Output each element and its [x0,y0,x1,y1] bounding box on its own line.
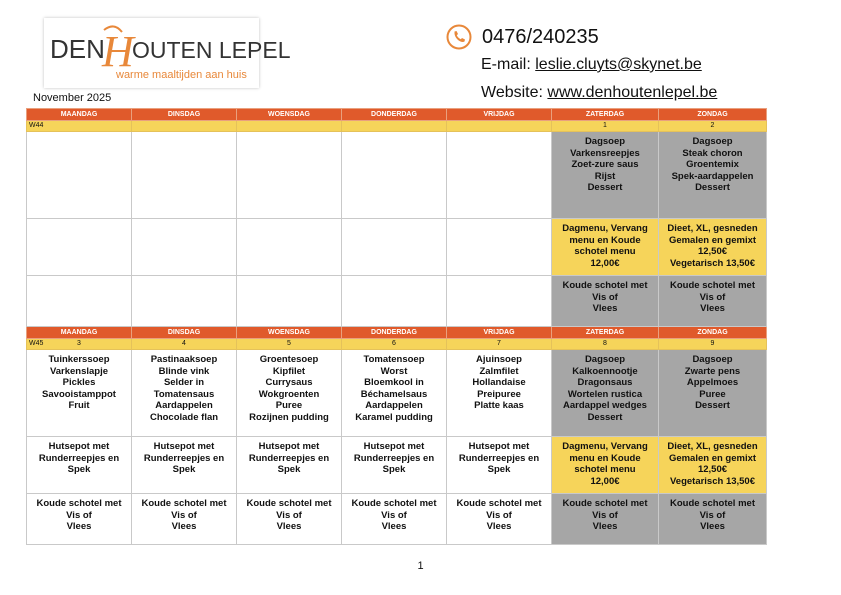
cold-dish-cell [342,494,447,545]
alt-menu-cell-text: Hutsepot met Runderreepjes en Spek [458,441,540,475]
cold-dish-cell [447,494,552,545]
date-number: 2 [710,122,715,129]
date-cell [659,121,767,132]
alt-menu-cell-text: Hutsepot met Runderreepjes en Spek [248,441,330,475]
alt-menu-cell [552,437,659,494]
day-header: DINSDAG [132,109,237,121]
website-label: Website: [481,84,548,101]
date-row [27,121,767,132]
menu-cell-text: Groentesoep Kipfilet Currysaus Wokgroenten Puree Rozijnen pudding [249,354,329,423]
cold-dish-cell [132,494,237,545]
date-number: 9 [710,340,715,347]
contact-block [446,22,786,52]
cold-dish-cell [342,276,447,327]
day-header: WOENSDAG [237,109,342,121]
menu-cell-text: Tuinkerssoep Varkenslapje Pickles Savooistamppot Fruit [42,354,116,411]
cold-dish-cell [237,276,342,327]
website-link[interactable]: www.denhoutenlepel.be [547,84,718,101]
logo-text-outen-lepel: OUTEN LEPEL [132,37,291,63]
menu-cell [27,350,132,437]
email-label: E-mail: [481,56,536,73]
menu-cell [552,350,659,437]
alt-menu-cell-text: Dieet, XL, gesneden Gemalen en gemixt 12,50€ Vegetarisch 13,50€ [667,441,758,487]
day-header: VRIJDAG [447,327,552,339]
logo-text-den: DEN [50,34,105,64]
alt-menu-cell [342,437,447,494]
alt-menu-cell-text: Hutsepot met Runderreepjes en Spek [38,441,120,475]
menu-calendar [26,108,767,545]
logo-tagline: warme maaltijden aan huis [116,69,247,81]
menu-cell [447,132,552,219]
date-cell [132,339,237,350]
menu-cell [342,350,447,437]
alt-menu-cell [237,437,342,494]
alt-menu-cell [132,219,237,276]
alt-menu-cell [447,437,552,494]
website-line [481,84,717,102]
cold-dish-cell [552,276,659,327]
cold-dish-cell [659,276,767,327]
day-header: ZATERDAG [552,109,659,121]
date-cell [342,121,447,132]
day-header: ZONDAG [659,327,767,339]
cold-dish-cell [659,494,767,545]
cold-row [27,494,767,545]
cold-dish-cell [552,494,659,545]
date-cell [447,121,552,132]
date-row [27,339,767,350]
menu-cell-text: Tomatensoep Worst Bloemkool in Béchamelsaus Aardappelen Karamel pudding [355,354,433,423]
menu-cell [132,132,237,219]
date-cell [237,121,342,132]
cold-dish-cell-text: Koude schotel met Vis of Vlees [456,498,542,532]
day-header: ZONDAG [659,109,767,121]
cold-row [27,276,767,327]
menu-cell [659,350,767,437]
cold-dish-cell-text: Koude schotel met Vis of Vlees [246,498,332,532]
phone-number: 0476/240235 [482,25,599,48]
alt-menu-cell [447,219,552,276]
cold-dish-cell-text: Koude schotel met Vis of Vlees [351,498,437,532]
email-link[interactable]: leslie.cluyts@skynet.be [535,56,702,73]
date-cell [27,339,132,350]
day-header: WOENSDAG [237,327,342,339]
phone-row [446,22,786,52]
email-line [481,56,702,74]
cold-dish-cell [27,276,132,327]
menu-row [27,350,767,437]
day-header-row [27,109,767,121]
alt-menu-cell [659,437,767,494]
alt-menu-cell-text: Dagmenu, Vervang menu en Koude schotel menu 12,00€ [562,223,648,269]
alt-menu-cell [27,437,132,494]
cold-dish-cell-text: Koude schotel met Vis of Vlees [141,498,227,532]
date-number: 3 [77,340,81,347]
cold-dish-cell [27,494,132,545]
cold-dish-cell [237,494,342,545]
menu-cell-text: Dagsoep Zwarte pens Appelmoes Puree Dessert [684,354,741,411]
day-header: DONDERDAG [342,327,447,339]
company-logo [44,18,291,88]
page-number: 1 [417,560,424,572]
menu-cell [447,350,552,437]
week-label: W44 [29,122,44,129]
day-header: MAANDAG [27,327,132,339]
day-header: DONDERDAG [342,109,447,121]
date-number: 7 [497,340,501,347]
alt-menu-cell-text: Dagmenu, Vervang menu en Koude schotel menu 12,00€ [562,441,648,487]
menu-cell [237,132,342,219]
alt-menu-cell [27,219,132,276]
day-header-row [27,327,767,339]
day-header: MAANDAG [27,109,132,121]
month-label: November 2025 [33,92,112,104]
date-cell [237,339,342,350]
logo-letter-h: H [102,27,134,76]
date-cell [27,121,132,132]
date-number: 5 [287,340,291,347]
date-number: 1 [603,122,607,129]
menu-cell [342,132,447,219]
day-header: VRIJDAG [447,109,552,121]
cold-dish-cell [447,276,552,327]
cold-dish-cell-text: Koude schotel met Vis of Vlees [36,498,122,532]
date-cell [447,339,552,350]
menu-cell-text: Dagsoep Varkensreepjes Zoet-zure saus Rijst Dessert [570,136,640,193]
menu-cell [237,350,342,437]
date-number: 6 [392,340,396,347]
cold-dish-cell-text: Koude schotel met Vis of Vlees [670,280,755,314]
menu-cell [27,132,132,219]
day-header: ZATERDAG [552,327,659,339]
alt-row [27,437,767,494]
date-cell [552,121,659,132]
day-header: DINSDAG [132,327,237,339]
menu-cell-text: Pastinaaksoep Blinde vink Selder in Tomatensaus Aardappelen Chocolade flan [149,354,219,423]
cold-dish-cell-text: Koude schotel met Vis of Vlees [670,498,755,532]
alt-menu-cell [659,219,767,276]
alt-menu-cell [237,219,342,276]
alt-menu-cell [552,219,659,276]
date-cell [552,339,659,350]
date-cell [132,121,237,132]
cold-dish-cell [132,276,237,327]
cold-dish-cell-text: Koude schotel met Vis of Vlees [562,498,648,532]
menu-row [27,132,767,219]
alt-row [27,219,767,276]
menu-cell-text: Ajuinsoep Zalmfilet Hollandaise Preipuree Platte kaas [472,354,526,411]
menu-cell [659,132,767,219]
alt-menu-cell [342,219,447,276]
date-cell [342,339,447,350]
menu-cell [552,132,659,219]
alt-menu-cell [132,437,237,494]
cold-dish-cell-text: Koude schotel met Vis of Vlees [562,280,648,314]
alt-menu-cell-text: Hutsepot met Runderreepjes en Spek [143,441,225,475]
menu-cell-text: Dagsoep Kalkoennootje Dragonsaus Wortelen rustica Aardappel wedges Dessert [563,354,647,423]
alt-menu-cell-text: Hutsepot met Runderreepjes en Spek [353,441,435,475]
date-number: 4 [182,340,186,347]
menu-cell [132,350,237,437]
menu-cell-text: Dagsoep Steak choron Groentemix Spek-aardappelen Dessert [671,136,754,193]
date-cell [659,339,767,350]
alt-menu-cell-text: Dieet, XL, gesneden Gemalen en gemixt 12,50€ Vegetarisch 13,50€ [667,223,758,269]
week-label: W45 [29,340,44,347]
phone-icon [446,24,472,50]
date-number: 8 [603,340,607,347]
